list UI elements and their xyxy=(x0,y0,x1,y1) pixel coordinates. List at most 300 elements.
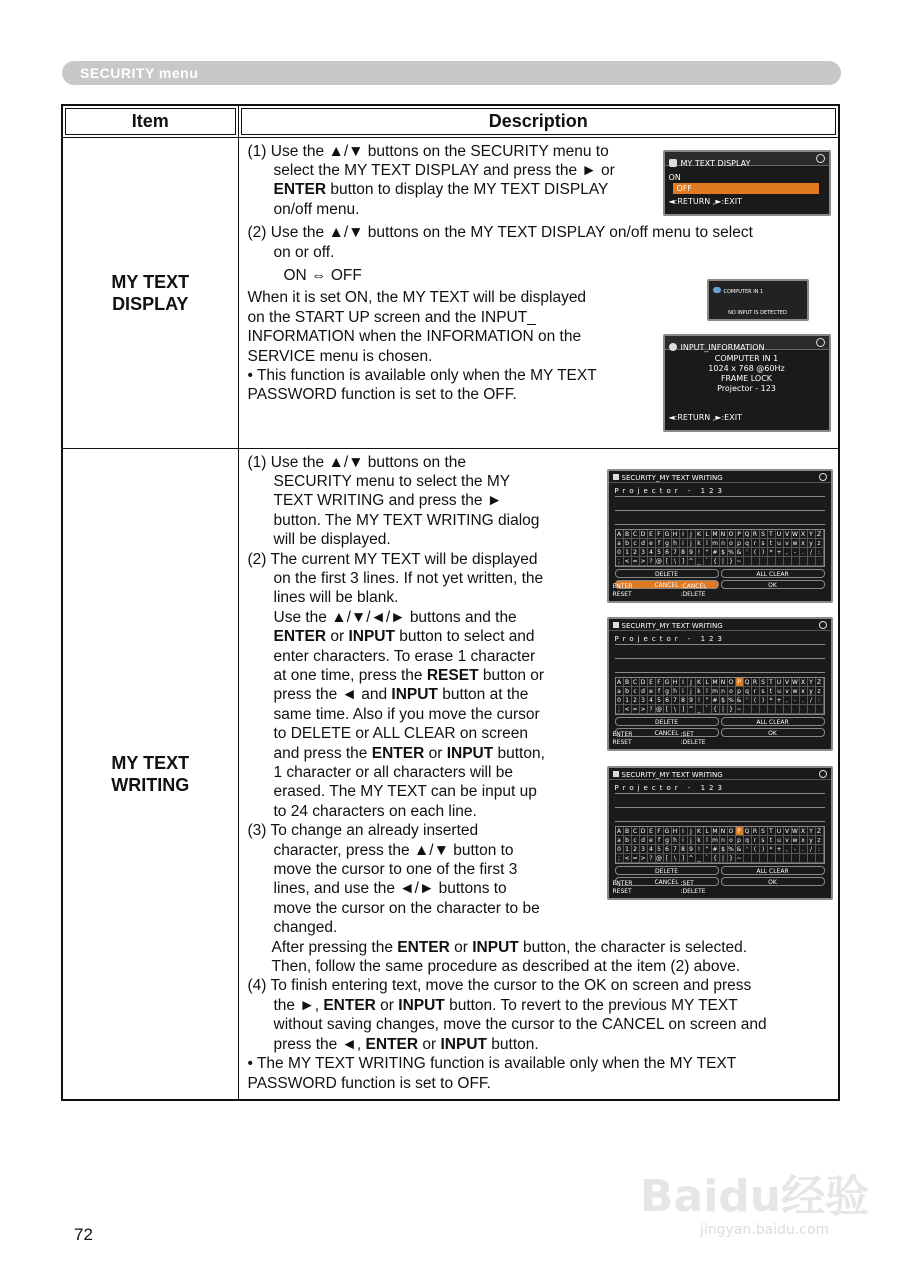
cancel-button[interactable]: CANCEL xyxy=(615,877,719,886)
character-key[interactable]: U xyxy=(776,827,784,836)
character-key[interactable]: Y xyxy=(808,678,816,687)
character-key[interactable]: X xyxy=(800,530,808,539)
character-key[interactable]: L xyxy=(704,678,712,687)
character-key[interactable]: ^ xyxy=(688,705,694,713)
character-key[interactable]: C xyxy=(632,827,640,836)
character-key[interactable]: k xyxy=(696,836,704,845)
character-key[interactable]: # xyxy=(712,696,718,704)
character-key[interactable] xyxy=(744,557,752,566)
character-key[interactable] xyxy=(760,854,768,863)
character-key[interactable]: @ xyxy=(656,705,662,713)
character-key[interactable]: 4 xyxy=(648,696,656,705)
character-key[interactable]: - xyxy=(792,548,800,557)
character-key[interactable]: * xyxy=(768,548,776,557)
character-key[interactable]: 3 xyxy=(640,845,648,854)
character-key[interactable]: N xyxy=(720,827,728,836)
character-key[interactable]: T xyxy=(768,827,776,836)
character-key[interactable]: n xyxy=(720,539,728,548)
character-key[interactable]: w xyxy=(792,539,800,548)
character-key[interactable]: * xyxy=(768,696,776,705)
character-key[interactable]: h xyxy=(672,836,680,845)
character-key[interactable]: s xyxy=(760,836,768,845)
character-key[interactable]: J xyxy=(688,678,696,687)
character-key[interactable]: [ xyxy=(664,854,672,863)
character-key[interactable]: 6 xyxy=(664,548,672,557)
character-key[interactable]: ! xyxy=(696,696,704,705)
text-line-2[interactable] xyxy=(615,500,825,511)
text-line-1[interactable]: Projector - 123 xyxy=(615,634,825,645)
character-key[interactable]: , xyxy=(784,696,792,705)
character-key[interactable]: t xyxy=(768,836,776,845)
character-key[interactable] xyxy=(768,557,776,566)
character-key[interactable]: C xyxy=(632,678,640,687)
character-key[interactable]: e xyxy=(648,539,656,548)
character-key[interactable]: c xyxy=(632,836,640,845)
character-key[interactable]: Q xyxy=(744,530,752,539)
character-key[interactable]: A xyxy=(616,530,624,539)
character-key[interactable]: F xyxy=(656,530,664,539)
character-key[interactable] xyxy=(800,557,808,566)
character-key[interactable]: u xyxy=(776,836,784,845)
character-key[interactable]: E xyxy=(648,827,656,836)
character-key[interactable]: 9 xyxy=(688,845,696,854)
character-key[interactable]: q xyxy=(744,539,752,548)
character-key[interactable]: \ xyxy=(672,854,680,863)
character-key[interactable] xyxy=(800,705,808,714)
character-key[interactable]: x xyxy=(800,836,808,845)
character-key[interactable]: M xyxy=(712,530,718,538)
character-key[interactable]: 1 xyxy=(624,548,632,557)
character-key[interactable]: 1 xyxy=(624,696,632,705)
character-key[interactable]: n xyxy=(720,687,728,696)
character-key[interactable]: 5 xyxy=(656,845,664,854)
character-key[interactable]: ! xyxy=(696,845,704,854)
character-key[interactable]: % xyxy=(728,548,734,556)
delete-button[interactable]: DELETE xyxy=(615,717,719,726)
character-key[interactable]: v xyxy=(784,539,792,548)
character-key[interactable]: > xyxy=(640,854,646,862)
character-key[interactable]: ` xyxy=(704,705,712,714)
character-key[interactable]: a xyxy=(616,836,624,845)
character-key[interactable]: ] xyxy=(680,854,688,863)
delete-button[interactable]: DELETE xyxy=(615,569,719,578)
character-key[interactable]: # xyxy=(712,845,718,853)
character-key[interactable]: G xyxy=(664,678,672,687)
character-key[interactable]: [ xyxy=(664,557,672,566)
character-key[interactable]: v xyxy=(784,836,792,845)
character-key[interactable]: t xyxy=(768,539,776,548)
character-key[interactable]: O xyxy=(728,678,736,687)
character-key[interactable] xyxy=(808,705,816,714)
character-key[interactable]: ' xyxy=(744,548,752,557)
character-key[interactable]: Z xyxy=(816,530,824,539)
character-key[interactable] xyxy=(768,705,776,714)
character-key[interactable]: 2 xyxy=(632,548,640,557)
character-key[interactable]: : xyxy=(816,548,824,557)
character-key[interactable]: ] xyxy=(680,705,688,714)
character-key[interactable]: k xyxy=(696,539,704,548)
character-key[interactable]: , xyxy=(784,845,792,854)
character-key[interactable]: 2 xyxy=(632,696,640,705)
character-key[interactable]: 8 xyxy=(680,548,688,557)
character-key[interactable]: + xyxy=(776,845,782,853)
character-key[interactable]: ~ xyxy=(736,705,742,713)
character-key[interactable]: t xyxy=(768,687,776,696)
character-key[interactable]: X xyxy=(800,678,808,687)
character-key[interactable]: | xyxy=(720,854,728,863)
character-key[interactable]: { xyxy=(712,854,720,863)
character-key[interactable]: M xyxy=(712,678,718,686)
character-key[interactable]: * xyxy=(768,845,776,854)
character-key[interactable]: " xyxy=(704,548,712,557)
character-key[interactable]: f xyxy=(656,836,664,845)
character-key[interactable] xyxy=(816,854,824,863)
character-key[interactable]: E xyxy=(648,530,656,539)
character-key[interactable]: O xyxy=(728,530,736,539)
character-key[interactable]: S xyxy=(760,678,768,687)
character-key[interactable]: ) xyxy=(760,548,768,557)
character-key[interactable]: $ xyxy=(720,845,728,854)
character-key[interactable]: 7 xyxy=(672,696,680,705)
character-key[interactable]: O xyxy=(728,827,736,836)
character-key[interactable]: 0 xyxy=(616,696,624,705)
character-key[interactable]: u xyxy=(776,539,784,548)
character-key[interactable]: l xyxy=(704,836,712,845)
character-key[interactable]: x xyxy=(800,539,808,548)
character-key[interactable]: h xyxy=(672,539,680,548)
character-key[interactable]: T xyxy=(768,530,776,539)
character-key[interactable]: Z xyxy=(816,678,824,687)
character-key[interactable]: H xyxy=(672,530,680,539)
character-key[interactable]: / xyxy=(808,548,816,557)
character-key[interactable]: ) xyxy=(760,696,768,705)
character-key[interactable]: c xyxy=(632,539,640,548)
character-key[interactable]: W xyxy=(792,827,798,835)
character-key[interactable]: } xyxy=(728,705,736,714)
character-key[interactable]: { xyxy=(712,705,720,714)
character-key[interactable]: C xyxy=(632,530,640,539)
character-key[interactable] xyxy=(776,854,784,863)
character-key[interactable]: 1 xyxy=(624,845,632,854)
character-key[interactable]: U xyxy=(776,678,784,687)
character-key[interactable] xyxy=(784,705,792,714)
character-key[interactable]: g xyxy=(664,836,672,845)
character-key[interactable]: : xyxy=(816,845,824,854)
character-key[interactable]: } xyxy=(728,557,736,566)
character-key[interactable]: ( xyxy=(752,696,760,705)
character-key[interactable]: " xyxy=(704,845,712,854)
character-key[interactable]: 7 xyxy=(672,548,680,557)
character-key[interactable]: B xyxy=(624,530,632,539)
character-key[interactable]: 2 xyxy=(632,845,640,854)
character-key[interactable]: 4 xyxy=(648,548,656,557)
character-key[interactable]: y xyxy=(808,836,816,845)
ok-button[interactable]: OK xyxy=(721,728,825,737)
character-key[interactable]: I xyxy=(680,678,688,687)
character-key[interactable]: ^ xyxy=(688,854,694,862)
character-key[interactable]: 9 xyxy=(688,696,696,705)
character-key[interactable]: + xyxy=(776,548,782,556)
character-key[interactable]: g xyxy=(664,539,672,548)
text-line-3[interactable] xyxy=(615,514,825,525)
character-key[interactable]: V xyxy=(784,678,792,687)
character-key[interactable] xyxy=(752,854,760,863)
character-key[interactable]: I xyxy=(680,827,688,836)
character-key[interactable]: W xyxy=(792,678,798,686)
character-key[interactable] xyxy=(776,705,784,714)
text-line-1[interactable]: Projector - 123 xyxy=(615,486,825,497)
text-line-1[interactable]: Projector - 123 xyxy=(615,783,825,794)
character-key[interactable]: G xyxy=(664,530,672,539)
character-key[interactable]: E xyxy=(648,678,656,687)
character-key[interactable]: s xyxy=(760,687,768,696)
character-key[interactable]: = xyxy=(632,854,638,862)
character-key[interactable] xyxy=(800,854,808,863)
character-key[interactable]: m xyxy=(712,539,718,547)
character-key[interactable]: f xyxy=(656,687,664,696)
character-key[interactable] xyxy=(816,557,824,566)
character-key[interactable]: e xyxy=(648,836,656,845)
character-key[interactable]: 0 xyxy=(616,548,624,557)
character-key[interactable]: _ xyxy=(696,854,704,863)
character-key[interactable]: h xyxy=(672,687,680,696)
character-key[interactable]: S xyxy=(760,530,768,539)
option-on[interactable]: ON xyxy=(668,172,681,182)
character-key[interactable]: z xyxy=(816,836,824,845)
character-key[interactable]: w xyxy=(792,687,800,696)
character-key[interactable]: 6 xyxy=(664,696,672,705)
character-key[interactable]: | xyxy=(720,557,728,566)
character-key[interactable]: 0 xyxy=(616,845,624,854)
character-key[interactable]: % xyxy=(728,696,734,704)
character-key[interactable]: M xyxy=(712,827,718,835)
character-key[interactable]: j xyxy=(688,687,696,696)
character-key[interactable]: B xyxy=(624,678,632,687)
character-key[interactable]: ? xyxy=(648,557,656,566)
character-key[interactable]: d xyxy=(640,836,648,845)
character-key[interactable]: r xyxy=(752,836,760,845)
character-key[interactable]: B xyxy=(624,827,632,836)
character-key[interactable]: o xyxy=(728,539,736,548)
character-key[interactable]: . xyxy=(800,696,808,705)
text-line-3[interactable] xyxy=(615,811,825,822)
character-key[interactable]: u xyxy=(776,687,784,696)
character-key[interactable]: ] xyxy=(680,557,688,566)
ok-button[interactable]: OK xyxy=(721,877,825,886)
character-key[interactable]: ^ xyxy=(688,557,694,565)
text-line-3[interactable] xyxy=(615,662,825,673)
character-key[interactable]: < xyxy=(624,557,630,565)
character-key[interactable]: Y xyxy=(808,827,816,836)
character-key[interactable]: ` xyxy=(704,854,712,863)
character-key[interactable]: " xyxy=(704,696,712,705)
character-key[interactable]: = xyxy=(632,557,638,565)
character-key[interactable]: j xyxy=(688,836,696,845)
character-key[interactable]: $ xyxy=(720,696,728,705)
character-key[interactable]: H xyxy=(672,678,680,687)
character-key[interactable]: K xyxy=(696,678,704,687)
character-key[interactable]: w xyxy=(792,836,800,845)
character-key[interactable] xyxy=(752,557,760,566)
character-key[interactable]: \ xyxy=(672,557,680,566)
character-key[interactable]: f xyxy=(656,539,664,548)
character-key[interactable]: = xyxy=(632,705,638,713)
character-key[interactable]: # xyxy=(712,548,718,556)
character-key[interactable]: i xyxy=(680,539,688,548)
character-key[interactable] xyxy=(792,705,800,714)
character-key[interactable]: ( xyxy=(752,845,760,854)
character-key[interactable]: Y xyxy=(808,530,816,539)
character-key[interactable]: d xyxy=(640,687,648,696)
character-key[interactable]: R xyxy=(752,827,760,836)
character-key[interactable]: ( xyxy=(752,548,760,557)
character-key[interactable]: 4 xyxy=(648,845,656,854)
character-key[interactable]: > xyxy=(640,705,646,713)
character-key[interactable]: U xyxy=(776,530,784,539)
character-key[interactable]: ? xyxy=(648,854,656,863)
character-key[interactable] xyxy=(792,557,800,566)
character-key[interactable]: s xyxy=(760,539,768,548)
character-key[interactable]: p xyxy=(736,687,744,696)
character-key[interactable]: 8 xyxy=(680,845,688,854)
character-key[interactable]: ; xyxy=(616,705,624,714)
character-key[interactable]: % xyxy=(728,845,734,853)
character-key[interactable]: P xyxy=(736,678,744,687)
character-key[interactable]: @ xyxy=(656,557,662,565)
character-key[interactable]: F xyxy=(656,827,664,836)
character-key[interactable]: H xyxy=(672,827,680,836)
character-key[interactable]: Q xyxy=(744,827,752,836)
character-key[interactable]: ` xyxy=(704,557,712,566)
character-key[interactable]: D xyxy=(640,827,648,836)
character-key[interactable]: } xyxy=(728,854,736,863)
character-key[interactable]: T xyxy=(768,678,776,687)
character-key[interactable]: r xyxy=(752,687,760,696)
character-key[interactable]: o xyxy=(728,687,736,696)
character-key[interactable]: 5 xyxy=(656,696,664,705)
character-key[interactable]: & xyxy=(736,548,744,557)
character-key[interactable]: g xyxy=(664,687,672,696)
character-key[interactable]: b xyxy=(624,539,632,548)
character-key[interactable]: y xyxy=(808,539,816,548)
character-key[interactable]: + xyxy=(776,696,782,704)
character-key[interactable]: S xyxy=(760,827,768,836)
character-key[interactable]: m xyxy=(712,836,718,844)
all-clear-button[interactable]: ALL CLEAR xyxy=(721,569,825,578)
character-key[interactable] xyxy=(784,557,792,566)
character-key[interactable]: & xyxy=(736,845,744,854)
character-key[interactable]: X xyxy=(800,827,808,836)
character-key[interactable]: l xyxy=(704,687,712,696)
character-key[interactable]: 8 xyxy=(680,696,688,705)
character-key[interactable]: V xyxy=(784,530,792,539)
character-key[interactable]: b xyxy=(624,687,632,696)
character-key[interactable]: ; xyxy=(616,557,624,566)
text-line-2[interactable] xyxy=(615,648,825,659)
character-key[interactable]: / xyxy=(808,845,816,854)
character-key[interactable]: P xyxy=(736,530,744,539)
character-key[interactable]: - xyxy=(792,696,800,705)
character-key[interactable]: - xyxy=(792,845,800,854)
character-key[interactable]: x xyxy=(800,687,808,696)
character-key[interactable] xyxy=(760,705,768,714)
character-key[interactable]: G xyxy=(664,827,672,836)
character-key[interactable]: _ xyxy=(696,557,704,566)
character-key[interactable]: c xyxy=(632,687,640,696)
character-key[interactable]: K xyxy=(696,530,704,539)
character-key[interactable]: y xyxy=(808,687,816,696)
character-key[interactable]: D xyxy=(640,678,648,687)
character-key[interactable]: p xyxy=(736,836,744,845)
character-key[interactable]: z xyxy=(816,539,824,548)
character-key[interactable] xyxy=(752,705,760,714)
character-key[interactable]: z xyxy=(816,687,824,696)
character-key[interactable]: ) xyxy=(760,845,768,854)
character-key[interactable]: > xyxy=(640,557,646,565)
character-key[interactable]: m xyxy=(712,687,718,695)
character-key[interactable]: [ xyxy=(664,705,672,714)
character-key[interactable] xyxy=(744,705,752,714)
character-key[interactable]: W xyxy=(792,530,798,538)
character-key[interactable]: 7 xyxy=(672,845,680,854)
character-key[interactable] xyxy=(808,854,816,863)
character-key[interactable]: D xyxy=(640,530,648,539)
character-key[interactable] xyxy=(816,705,824,714)
character-key[interactable] xyxy=(808,557,816,566)
character-key[interactable]: _ xyxy=(696,705,704,714)
character-key[interactable]: . xyxy=(800,845,808,854)
character-key[interactable]: ' xyxy=(744,696,752,705)
character-key[interactable]: ~ xyxy=(736,557,742,565)
character-key[interactable]: a xyxy=(616,539,624,548)
all-clear-button[interactable]: ALL CLEAR xyxy=(721,717,825,726)
ok-button[interactable]: OK xyxy=(721,580,825,589)
character-key[interactable]: i xyxy=(680,836,688,845)
character-key[interactable]: o xyxy=(728,836,736,845)
character-key[interactable]: r xyxy=(752,539,760,548)
character-key[interactable]: N xyxy=(720,530,728,539)
character-key[interactable]: < xyxy=(624,705,630,713)
character-key[interactable]: e xyxy=(648,687,656,696)
option-off[interactable]: OFF xyxy=(673,183,819,194)
character-key[interactable] xyxy=(760,557,768,566)
character-key[interactable]: p xyxy=(736,539,744,548)
character-key[interactable]: I xyxy=(680,530,688,539)
character-key[interactable]: ~ xyxy=(736,854,742,862)
character-key[interactable]: V xyxy=(784,827,792,836)
character-key[interactable]: { xyxy=(712,557,720,566)
character-key[interactable]: N xyxy=(720,678,728,687)
character-key[interactable]: F xyxy=(656,678,664,687)
text-line-2[interactable] xyxy=(615,797,825,808)
character-key[interactable]: $ xyxy=(720,548,728,557)
cancel-button[interactable]: CANCEL xyxy=(615,580,719,589)
character-key[interactable]: 3 xyxy=(640,696,648,705)
character-key[interactable]: i xyxy=(680,687,688,696)
character-key[interactable]: ! xyxy=(696,548,704,557)
character-key[interactable]: R xyxy=(752,530,760,539)
character-key[interactable] xyxy=(792,854,800,863)
character-key[interactable]: ; xyxy=(616,854,624,863)
character-key[interactable]: b xyxy=(624,836,632,845)
character-key[interactable]: l xyxy=(704,539,712,548)
character-key[interactable]: 9 xyxy=(688,548,696,557)
character-key[interactable] xyxy=(744,854,752,863)
character-key[interactable]: n xyxy=(720,836,728,845)
character-key[interactable]: K xyxy=(696,827,704,836)
character-key[interactable]: q xyxy=(744,687,752,696)
character-key[interactable]: ? xyxy=(648,705,656,714)
